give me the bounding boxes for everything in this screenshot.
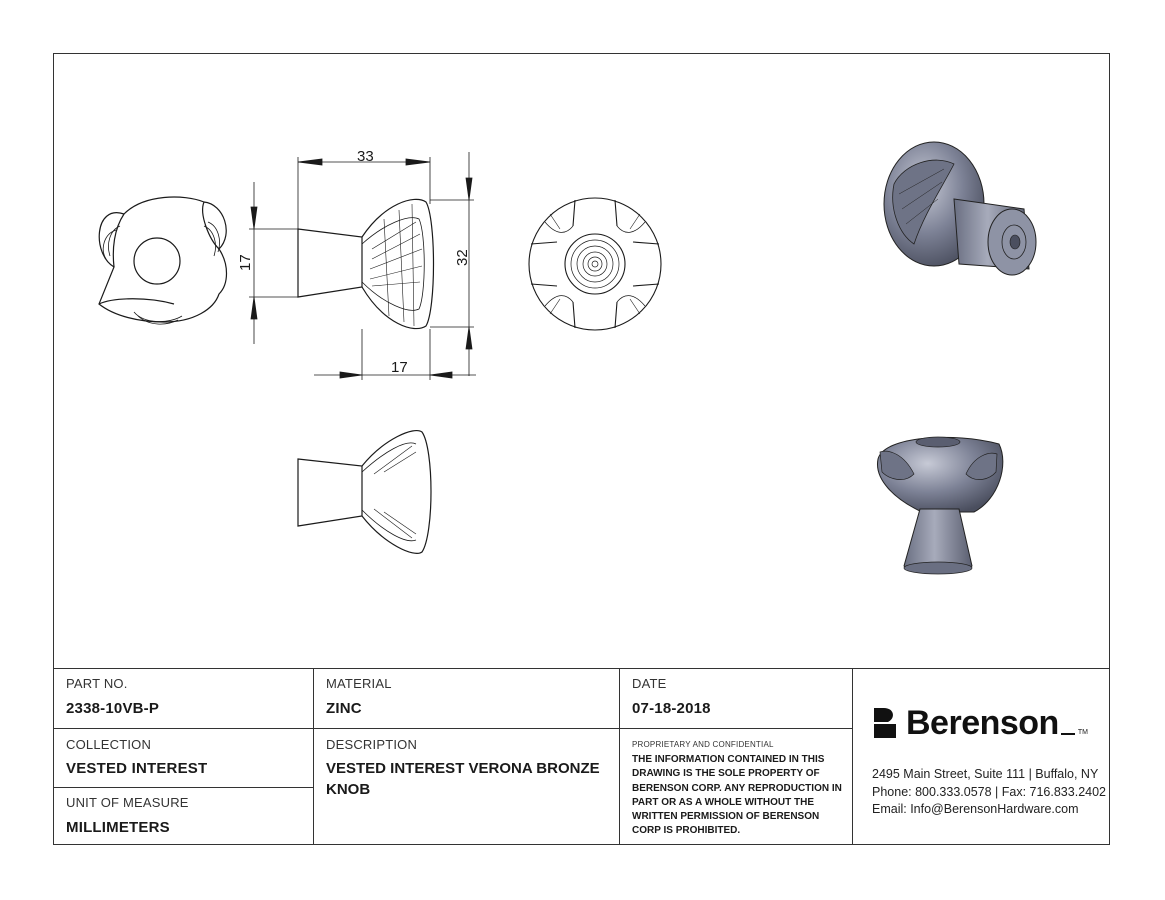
- proprietary-heading: PROPRIETARY AND CONFIDENTIAL: [632, 740, 774, 749]
- dimension-length: 33: [357, 148, 374, 165]
- part-no-value: 2338-10VB-P: [66, 700, 160, 717]
- end-view-left: [99, 197, 227, 324]
- berenson-mark-icon: [872, 706, 898, 740]
- description-value: VESTED INTEREST VERONA BRONZE KNOB: [326, 760, 600, 798]
- material-label: MATERIAL: [326, 676, 392, 691]
- part-no-label: PART NO.: [66, 676, 128, 691]
- unit-value: MILLIMETERS: [66, 819, 170, 836]
- description-label: DESCRIPTION: [326, 737, 418, 752]
- proprietary-text: THE INFORMATION CONTAINED IN THIS DRAWING IS THE SOLE PROPERTY OF BERENSON CORP. ANY REPRODUCTION IN PART OR AS A WHOLE WITHOUT THE WRITTEN PERMISSION OF BERENSON CORP IS PROHIBITED.: [632, 754, 842, 837]
- trademark: TM: [1077, 728, 1088, 736]
- dimension-base-bottom: 17: [391, 359, 408, 376]
- title-block: [54, 668, 1109, 845]
- dimension-base-left: 17: [237, 254, 254, 271]
- render-side: [877, 437, 1002, 574]
- date-value: 07-18-2018: [632, 700, 711, 717]
- company-name: Berenson: [906, 703, 1059, 742]
- company-address: 2495 Main Street, Suite 111 | Buffalo, NY: [872, 767, 1099, 781]
- side-view: [298, 199, 434, 328]
- collection-value: VESTED INTEREST: [66, 760, 208, 777]
- render-isometric: [884, 142, 1036, 275]
- technical-drawing: [54, 54, 1111, 668]
- collection-label: COLLECTION: [66, 737, 152, 752]
- material-value: ZINC: [326, 700, 362, 717]
- company-phone: Phone: 800.333.0578 | Fax: 716.833.2402: [872, 785, 1106, 799]
- date-label: DATE: [632, 676, 667, 691]
- company-email: Email: Info@BerensonHardware.com: [872, 802, 1079, 816]
- dimension-diameter: 32: [454, 249, 471, 266]
- front-view: [529, 198, 661, 330]
- drawing-sheet: [53, 53, 1110, 845]
- unit-label: UNIT OF MEASURE: [66, 795, 189, 810]
- bottom-side-view: [298, 431, 431, 554]
- company-logo: [872, 701, 1088, 745]
